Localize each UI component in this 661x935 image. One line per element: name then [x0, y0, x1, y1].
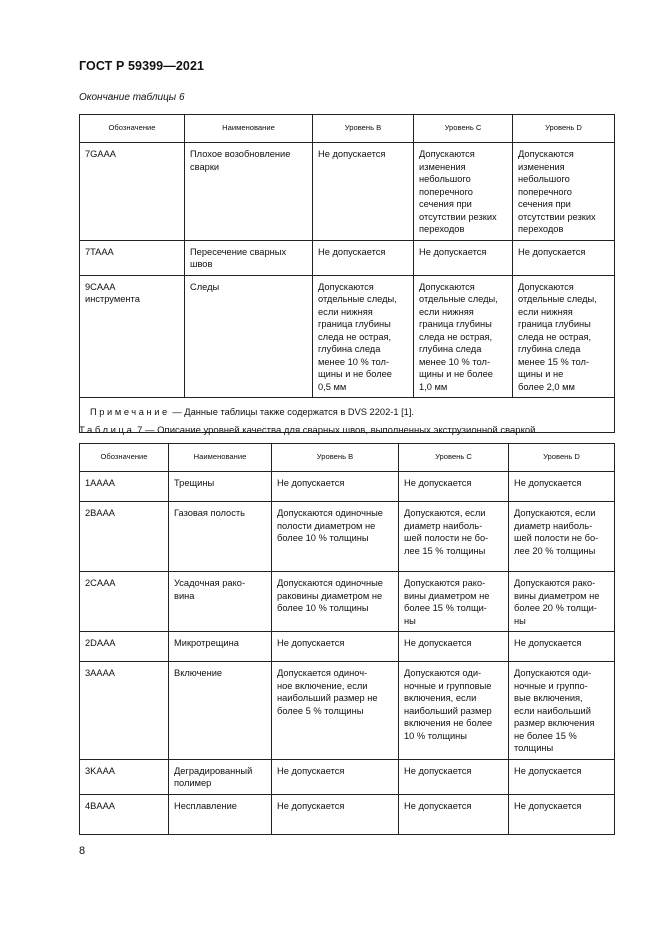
table-cell: Допускаются оди- ночные и группо- вые включения, если наибольший размер включения не более 15 % толщины [509, 662, 615, 760]
table-cell: 2DAAA [80, 632, 169, 662]
table7-caption [79, 425, 535, 436]
table-cell: Допускаются, если диаметр наиболь- шей полости не бо- лее 20 % толщины [509, 502, 615, 572]
page-number: 8 [79, 845, 86, 857]
column-header: Уровень B [272, 444, 399, 472]
table-cell: Усадочная рако- вина [169, 572, 272, 632]
column-header: Наименование [185, 115, 313, 143]
table-7 [79, 443, 615, 835]
table-cell: Допускаются одиночные полости диаметром не более 10 % толщины [272, 502, 399, 572]
table-cell: Не допускается [272, 472, 399, 502]
table-cell: Несплавление [169, 794, 272, 834]
table6-caption: Окончание таблицы 6 [79, 92, 185, 103]
table-cell: Допускаются, если диаметр наиболь- шей полости не бо- лее 15 % толщины [399, 502, 509, 572]
table-cell: Следы [185, 275, 313, 398]
table-cell: Не допускается [509, 632, 615, 662]
table-row [80, 794, 615, 834]
table-cell: Газовая полость [169, 502, 272, 572]
column-header: Уровень D [509, 444, 615, 472]
table-cell: Допускаются оди- ночные и групповые включения, если наибольший размер включения не более 10 % толщины [399, 662, 509, 760]
table-row [80, 275, 615, 398]
table-cell: Не допускается [513, 240, 615, 275]
table-row [80, 572, 615, 632]
column-header: Уровень C [399, 444, 509, 472]
document-header: ГОСТ Р 59399—2021 [79, 59, 205, 73]
table-cell: Допускаются рако- вины диаметром не более 15 % толщи- ны [399, 572, 509, 632]
table6-header-row [80, 115, 615, 143]
table-6 [79, 114, 615, 433]
table-cell: Не допускается [272, 632, 399, 662]
table-cell: Не допускается [399, 759, 509, 794]
table-cell: Микротрещина [169, 632, 272, 662]
note-label: Примечание [90, 407, 170, 417]
column-header: Наименование [169, 444, 272, 472]
table-cell: 9CAAA инструмента [80, 275, 185, 398]
column-header: Обозначение [80, 444, 169, 472]
table-cell: Допускаются изменения небольшого поперечного сечения при отсутствии резких переходов [414, 143, 513, 241]
note-text: — Данные таблицы также содержатся в DVS 2202-1 [1]. [169, 407, 415, 417]
column-header: Уровень B [313, 115, 414, 143]
table-cell: 3AAAA [80, 662, 169, 760]
column-header: Уровень C [414, 115, 513, 143]
table-row [80, 143, 615, 241]
table-cell: Допускаются рако- вины диаметром не более 20 % толщи- ны [509, 572, 615, 632]
table-cell: 4BAAA [80, 794, 169, 834]
table-row [80, 662, 615, 760]
table-cell: Допускаются отдельные следы, если нижняя граница глубины следа не острая, глубина следа менее 10 % тол- щины и не более 0,5 мм [313, 275, 414, 398]
table-row [80, 240, 615, 275]
table-cell: Допускаются одиночные раковины диаметром не более 10 % толщины [272, 572, 399, 632]
table-cell: 7TAAA [80, 240, 185, 275]
table-row [80, 502, 615, 572]
table-cell: Допускаются отдельные следы, если нижняя граница глубины следа не острая, глубина следа менее 15 % тол- щины и не более 2,0 мм [513, 275, 615, 398]
table-cell: Не допускается [399, 472, 509, 502]
table-row [80, 759, 615, 794]
table7-caption-label: Таблица [79, 425, 135, 436]
table7-header-row [80, 444, 615, 472]
table-cell: Не допускается [399, 632, 509, 662]
column-header: Обозначение [80, 115, 185, 143]
table-cell: Пересечение сварных швов [185, 240, 313, 275]
table-cell: Не допускается [313, 240, 414, 275]
table-cell: 2CAAA [80, 572, 169, 632]
table-cell: Не допускается [509, 759, 615, 794]
table-cell: Допускается одиноч- ное включение, если наибольший размер не более 5 % толщины [272, 662, 399, 760]
table-cell: 3KAAA [80, 759, 169, 794]
table-row [80, 472, 615, 502]
table-cell: 2BAAA [80, 502, 169, 572]
table-row [80, 632, 615, 662]
table-cell: Плохое возобновление сварки [185, 143, 313, 241]
table-cell: Не допускается [313, 143, 414, 241]
table-cell: Не допускается [399, 794, 509, 834]
table-cell: Включение [169, 662, 272, 760]
table-cell: Не допускается [414, 240, 513, 275]
table-cell: Не допускается [272, 794, 399, 834]
table7-caption-text: 7 — Описание уровней качества для сварных швов, выполненных экструзионной сваркой [134, 425, 536, 436]
table-cell: Деградированный полимер [169, 759, 272, 794]
table-cell: Не допускается [509, 472, 615, 502]
column-header: Уровень D [513, 115, 615, 143]
table-cell: Не допускается [272, 759, 399, 794]
table-cell: 1AAAA [80, 472, 169, 502]
table-cell: Не допускается [509, 794, 615, 834]
table-cell: Допускаются отдельные следы, если нижняя граница глубины следа не острая, глубина следа менее 10 % тол- щины и не более 1,0 мм [414, 275, 513, 398]
table-cell: Трещины [169, 472, 272, 502]
table-cell: Допускаются изменения небольшого поперечного сечения при отсутствии резких переходов [513, 143, 615, 241]
table-cell: 7GAAA [80, 143, 185, 241]
